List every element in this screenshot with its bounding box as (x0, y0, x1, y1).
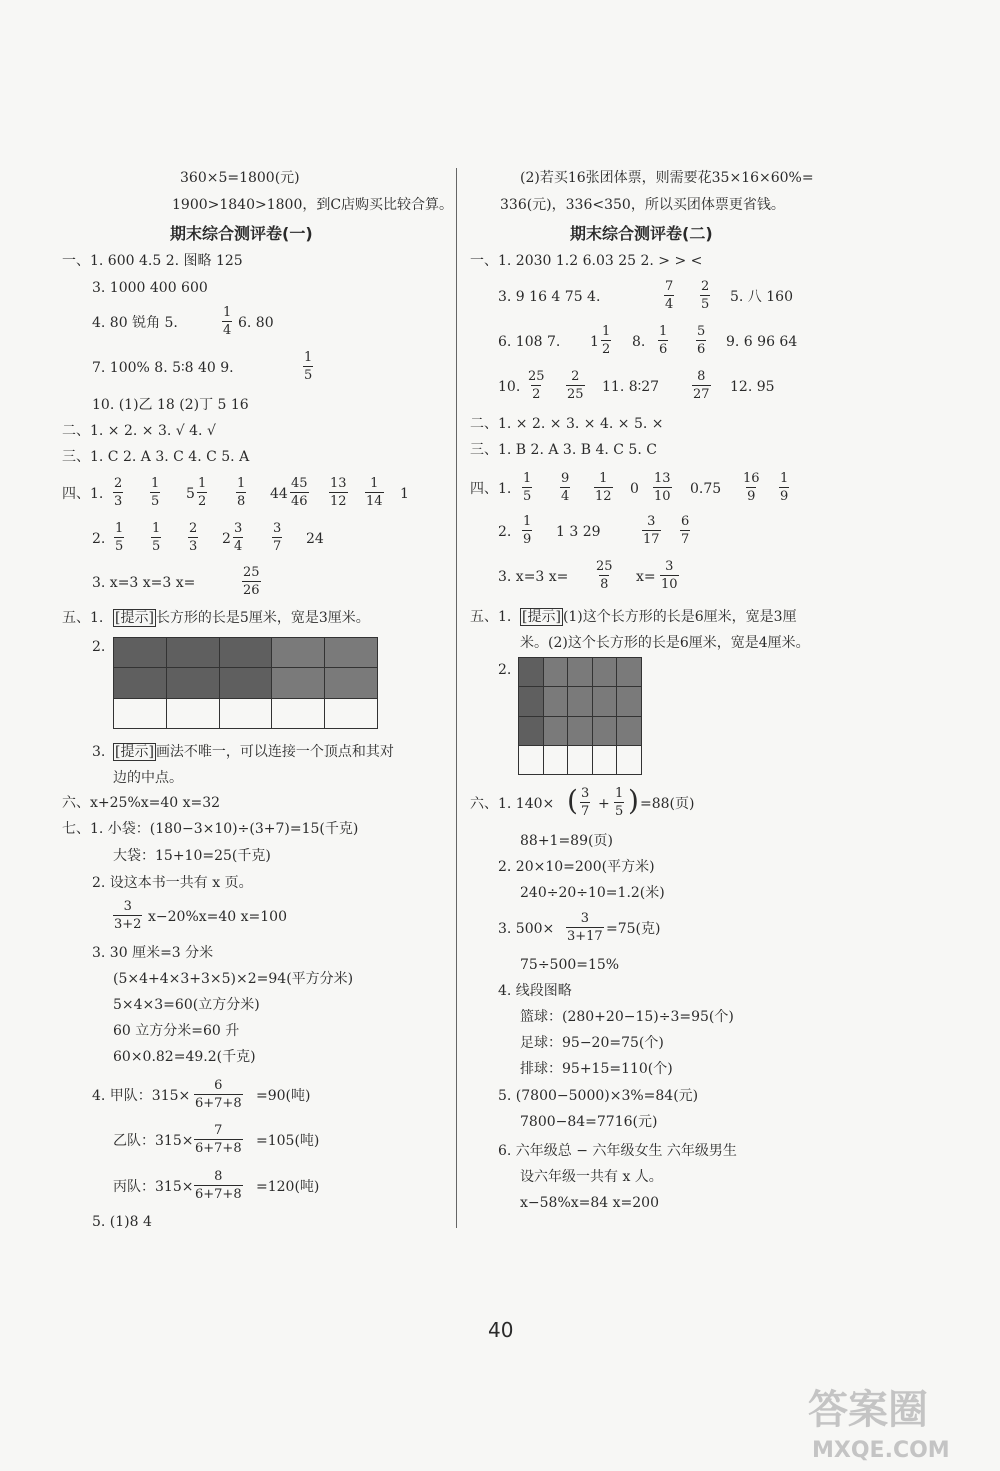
l-row-13c: 边的中点。 (113, 770, 183, 786)
r-row-7-label: 四、1. (470, 481, 512, 497)
l-row-3a: 4. 80 锐角 5. (92, 315, 178, 331)
l-mixed-8-whole: 5 (186, 486, 195, 502)
r-frac-3-3: $\frac{5}{6}$ (697, 324, 706, 357)
r-frac-7-5: $\frac{16}{9}$ (743, 471, 760, 504)
right-grid-figure (518, 657, 642, 775)
r-row-26: x−58%x=84 x=200 (520, 1195, 659, 1211)
l-row-26a: 丙队：315× (113, 1179, 194, 1195)
l-row-25a: 乙队：315× (113, 1133, 194, 1149)
l-frac-10: $\frac{25}{26}$ (243, 565, 260, 598)
l-frac-25: $\frac{7}{6+7+8}$ (195, 1123, 242, 1156)
l-row-27: 5. (1)8 4 (92, 1214, 152, 1230)
r-row-19: 篮球：(280+20−15)÷3=95(个) (520, 1009, 734, 1025)
l-row-22: 60 立方分米=60 升 (113, 1023, 240, 1039)
right-top-line-2: 336(元)，336<350，所以买团体票更省钱。 (500, 197, 785, 213)
left-top-line-1: 360×5=1800(元) (180, 170, 300, 186)
left-grid-figure (113, 637, 378, 729)
l-row-21: 5×4×3=60(立方分米) (113, 997, 260, 1013)
l-row-25b: =105(吨) (256, 1133, 320, 1149)
l-frac-9-1: $\frac{1}{5}$ (115, 521, 124, 554)
l-row-5: 10. (1)乙 18 (2)丁 5 16 (92, 397, 249, 413)
l-row-18: x−20%x=40 x=100 (148, 909, 287, 925)
l-frac-8-7: $\frac{1}{14}$ (366, 476, 383, 509)
l-row-14: 六、x+25%x=40 x=32 (62, 795, 221, 811)
l-row-9-end: 24 (306, 531, 324, 547)
l-frac-8-2: $\frac{1}{5}$ (151, 476, 160, 509)
open-paren: ( (567, 784, 578, 817)
l-frac-8-6: $\frac{13}{12}$ (330, 476, 347, 509)
r-frac-4-3: $\frac{8}{27}$ (693, 369, 710, 402)
l-row-12: 2. (92, 639, 106, 655)
l-row-20: (5×4+4×3+3×5)×2=94(平方分米) (113, 971, 354, 987)
l-row-17: 2. 设这本书一共有 x 页。 (92, 875, 253, 891)
l-row-23: 60×0.82=49.2(千克) (113, 1049, 256, 1065)
l-frac-8-3: $\frac{1}{2}$ (198, 476, 207, 509)
close-paren: ) (628, 784, 639, 817)
l-row-7: 三、1. C 2. A 3. C 4. C 5. A (62, 449, 250, 465)
r-frac-3-1: $\frac{1}{2}$ (602, 324, 611, 357)
r-row-25: 设六年级一共有 x 人。 (520, 1169, 663, 1185)
l-row-9-label: 2. (92, 531, 106, 547)
l-row-11b: 长方形的长是5厘米，宽是3厘米。 (155, 610, 370, 626)
r-row-16a: 3. 500× (498, 921, 555, 937)
r-row-12b: =88(页) (640, 796, 695, 812)
l-frac-9-4: $\frac{3}{4}$ (234, 521, 243, 554)
r-row-15: 240÷20÷10=1.2(米) (520, 885, 665, 901)
r-row-4-mid: 11. 8∶27 (602, 379, 660, 395)
r-frac-7-4: $\frac{13}{10}$ (654, 471, 671, 504)
l-frac-9-2: $\frac{1}{5}$ (152, 521, 161, 554)
r-frac-7-2: $\frac{9}{4}$ (561, 471, 570, 504)
r-row-2b: 5. 八 160 (730, 289, 793, 305)
r-row-22: 5. (7800−5000)×3%=84(元) (498, 1088, 699, 1104)
l-tip-2: [提示] (115, 744, 154, 760)
r-frac-7-1: $\frac{1}{5}$ (523, 471, 532, 504)
section-title-1: 期末综合测评卷(一) (170, 224, 313, 243)
l-frac-8-4: $\frac{1}{8}$ (237, 476, 246, 509)
left-top-line-2: 1900>1840>1800，到C店购买比较合算。 (172, 197, 454, 213)
l-frac-9-3: $\frac{2}{3}$ (189, 521, 198, 554)
r-row-23: 7800−84=7716(元) (520, 1114, 658, 1130)
r-frac-16: $\frac{3}{3+17}$ (567, 911, 603, 944)
r-row-16b: =75(克) (606, 921, 661, 937)
r-row-9a: 3. x=3 x= (498, 569, 569, 585)
r-row-8-mid: 1 3 29 (556, 524, 601, 540)
r-row-6: 三、1. B 2. A 3. B 4. C 5. C (470, 442, 657, 458)
r-row-10b: (1)这个长方形的长是6厘米，宽是3厘 (562, 609, 797, 625)
r-row-17: 75÷500=15% (520, 957, 620, 973)
watermark-logo: 答案圈 (808, 1387, 928, 1433)
r-row-1: 一、1. 2030 1.2 6.03 25 2. > > < (470, 253, 703, 269)
r-row-12a: 六、1. 140× (470, 796, 555, 812)
l-row-26b: =120(吨) (256, 1179, 320, 1195)
l-row-8-label: 四、1. (62, 486, 104, 502)
r-row-3b: 9. 6 96 64 (726, 334, 798, 350)
r-row-21: 排球：95+15=110(个) (520, 1061, 673, 1077)
r-row-20: 足球：95−20=75(个) (520, 1035, 664, 1051)
l-frac-9-5: $\frac{3}{7}$ (273, 521, 282, 554)
r-row-7-mid: 0 (630, 481, 639, 497)
r-row-3-mid: 8. (632, 334, 646, 350)
l-frac-8-5: $\frac{45}{46}$ (291, 476, 308, 509)
l-row-11a: 五、1. (62, 610, 104, 626)
r-mixed-3-whole: 1 (590, 334, 599, 350)
r-frac-7-3: $\frac{1}{12}$ (595, 471, 612, 504)
r-frac-12-2: $\frac{1}{5}$ (615, 786, 624, 819)
l-mixed-8b-whole: 44 (270, 486, 288, 502)
watermark-url: MXQE.COM (812, 1438, 950, 1463)
l-row-24b: =90(吨) (256, 1088, 311, 1104)
r-row-7-mid2: 0.75 (690, 481, 722, 497)
l-frac-8-1: $\frac{2}{3}$ (114, 476, 123, 509)
r-row-5: 二、1. × 2. × 3. × 4. × 5. × (470, 416, 664, 432)
r-row-4b: 12. 95 (730, 379, 775, 395)
l-frac-26: $\frac{8}{6+7+8}$ (195, 1169, 242, 1202)
l-row-8-end: 1 (400, 486, 409, 502)
l-row-24a: 4. 甲队：315× (92, 1088, 191, 1104)
r-frac-12-1: $\frac{3}{7}$ (581, 786, 590, 819)
r-row-11: 2. (498, 662, 512, 678)
r-frac-8-2: $\frac{3}{17}$ (643, 514, 660, 547)
l-row-6: 二、1. × 2. × 3. √ 4. √ (62, 423, 216, 439)
l-row-15: 七、1. 小袋：(180−3×10)÷(3+7)=15(千克) (62, 821, 359, 837)
r-row-13: 88+1=89(页) (520, 833, 613, 849)
l-row-3b: 6. 80 (238, 315, 274, 331)
l-row-2: 3. 1000 400 600 (92, 280, 208, 296)
l-row-16: 大袋：15+10=25(千克) (113, 848, 271, 864)
right-top-line-1: (2)若买16张团体票，则需要花35×16×60%= (520, 170, 814, 186)
l-row-3-fraction: $\frac{1}{4}$ (223, 305, 232, 338)
r-row-12-plus: + (598, 796, 610, 812)
r-frac-8-3: $\frac{6}{7}$ (681, 514, 690, 547)
r-row-24: 6. 六年级总 − 六年级女生 六年级男生 (498, 1143, 737, 1159)
r-row-10c: 米。(2)这个长方形的长是6厘米，宽是4厘米。 (520, 635, 810, 651)
l-row-10: 3. x=3 x=3 x= (92, 575, 196, 591)
r-row-18: 4. 线段图略 (498, 983, 572, 999)
page-number: 40 (488, 1318, 514, 1342)
l-tip-1: [提示] (115, 610, 154, 626)
l-frac-24: $\frac{6}{6+7+8}$ (195, 1078, 242, 1111)
l-row-1: 一、1. 600 4.5 2. 图略 125 (62, 253, 243, 269)
r-frac-2-1: $\frac{7}{4}$ (665, 279, 674, 312)
r-frac-3-2: $\frac{1}{6}$ (659, 324, 668, 357)
r-frac-7-6: $\frac{1}{9}$ (780, 471, 789, 504)
l-row-13a: 3. (92, 744, 106, 760)
column-divider (456, 168, 457, 1228)
r-row-4-label: 10. (498, 379, 521, 395)
r-row-10a: 五、1. (470, 609, 512, 625)
r-row-2-label: 3. 9 16 4 75 4. (498, 289, 601, 305)
r-frac-2-2: $\frac{2}{5}$ (701, 279, 710, 312)
r-frac-9-1: $\frac{25}{8}$ (596, 559, 613, 592)
l-frac-18: $\frac{3}{3+2}$ (114, 899, 142, 932)
l-row-4a: 7. 100% 8. 5∶8 40 9. (92, 360, 234, 376)
l-row-19: 3. 30 厘米=3 分米 (92, 945, 214, 961)
r-row-14: 2. 20×10=200(平方米) (498, 859, 655, 875)
r-row-9b: x= (636, 569, 656, 585)
section-title-2: 期末综合测评卷(二) (570, 224, 713, 243)
l-row-4-fraction: $\frac{1}{5}$ (304, 350, 313, 383)
r-frac-4-1: $\frac{25}{2}$ (528, 369, 545, 402)
r-frac-9-2: $\frac{3}{10}$ (661, 559, 678, 592)
r-row-8-label: 2. (498, 524, 512, 540)
r-tip-1: [提示] (522, 609, 561, 625)
r-row-3-label: 6. 108 7. (498, 334, 561, 350)
r-frac-8-1: $\frac{1}{9}$ (523, 514, 532, 547)
l-row-13b: 画法不唯一，可以连接一个顶点和其对 (155, 744, 394, 760)
l-mixed-9-whole: 2 (222, 531, 231, 547)
r-frac-4-2: $\frac{2}{25}$ (567, 369, 584, 402)
